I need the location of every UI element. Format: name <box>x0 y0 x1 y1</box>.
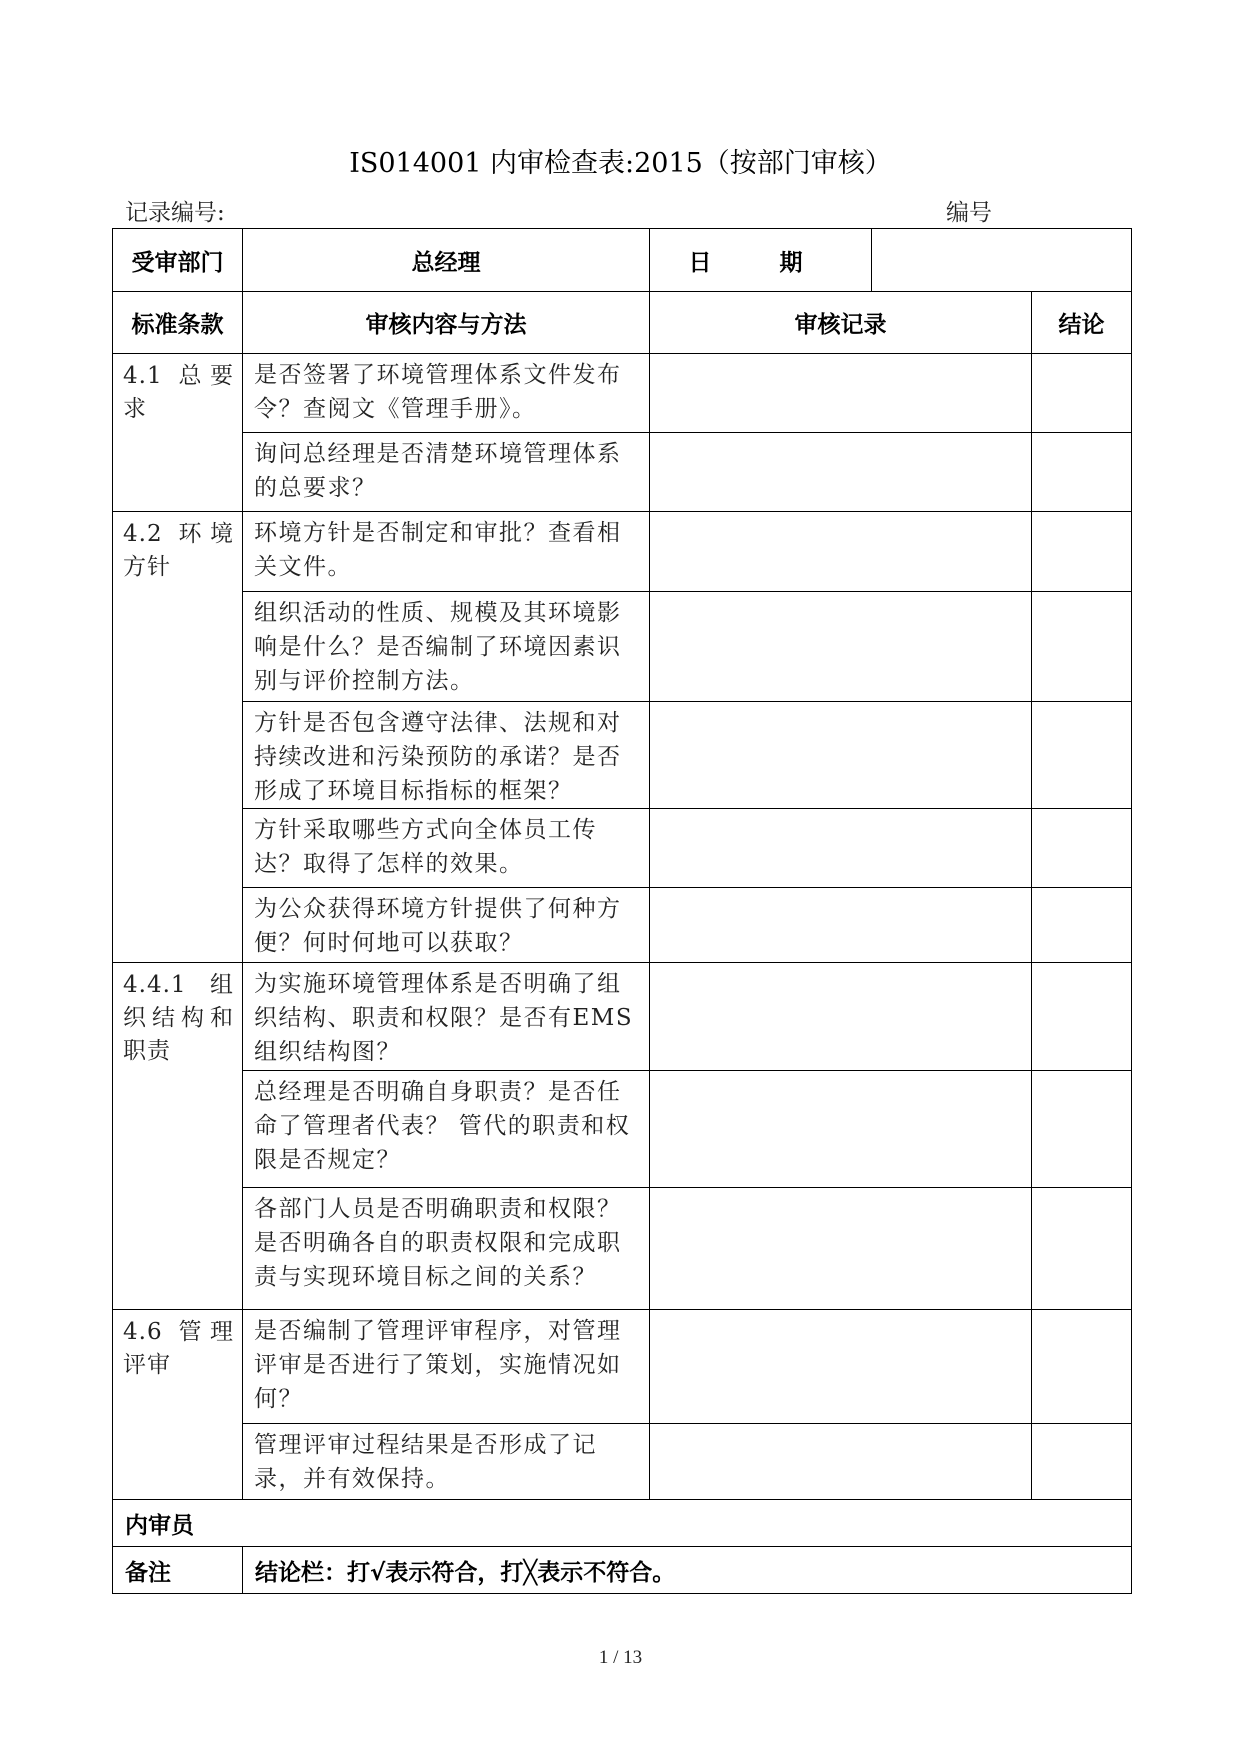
audit-checklist-table <box>112 228 1132 1594</box>
audit-content-cell: 组织活动的性质、规模及其环境影响是什么？是否编制了环境因素识别与评价控制方法。 <box>243 592 650 702</box>
table-row <box>113 888 1132 963</box>
audit-content-cell: 为公众获得环境方针提供了何种方便？何时何地可以获取？ <box>243 888 650 963</box>
audit-record-cell[interactable] <box>650 809 1032 888</box>
conclusion-cell[interactable] <box>1032 963 1132 1071</box>
conclusion-cell[interactable] <box>1032 1424 1132 1500</box>
conclusion-cell[interactable] <box>1032 1310 1132 1424</box>
date-label: 日 期 <box>688 249 833 276</box>
audit-record-cell[interactable] <box>650 963 1032 1071</box>
table-row <box>113 433 1132 512</box>
table-row <box>113 1188 1132 1310</box>
clause-cell: 4.6 管理评审 <box>113 1310 243 1500</box>
clause-cell: 4.4.1 组织结构和职责 <box>113 963 243 1310</box>
date-value-cell[interactable] <box>872 229 1132 292</box>
audit-content-cell: 询问总经理是否清楚环境管理体系的总要求？ <box>243 433 650 512</box>
audit-content-cell: 管理评审过程结果是否形成了记录，并有效保持。 <box>243 1424 650 1500</box>
table-row <box>113 702 1132 809</box>
audit-content-cell: 方针采取哪些方式向全体员工传达？取得了怎样的效果。 <box>243 809 650 888</box>
audit-content-cell: 方针是否包含遵守法律、法规和对持续改进和污染预防的承诺？是否形成了环境目标指标的框架？ <box>243 702 650 809</box>
audit-content-cell: 各部门人员是否明确职责和权限？是否明确各自的职责权限和完成职责与实现环境目标之间的关系？ <box>243 1188 650 1310</box>
table-row <box>113 809 1132 888</box>
audit-record-cell[interactable] <box>650 1310 1032 1424</box>
audit-record-cell[interactable] <box>650 512 1032 592</box>
audit-content-cell: 是否编制了管理评审程序，对管理评审是否进行了策划，实施情况如何？ <box>243 1310 650 1424</box>
dept-label-cell: 受审部门 <box>113 229 243 292</box>
table-row <box>113 592 1132 702</box>
table-row <box>113 963 1132 1071</box>
column-header-row <box>113 292 1132 354</box>
dept-value-cell: 总经理 <box>243 229 650 292</box>
audit-content-cell: 环境方针是否制定和审批？查看相关文件。 <box>243 512 650 592</box>
conclusion-cell[interactable] <box>1032 888 1132 963</box>
note-row <box>113 1547 1132 1594</box>
table-row <box>113 512 1132 592</box>
record-number-label: 记录编号: <box>125 200 225 226</box>
department-row <box>113 229 1132 292</box>
conclusion-cell[interactable] <box>1032 1188 1132 1310</box>
conclusion-cell[interactable] <box>1032 512 1132 592</box>
audit-record-cell[interactable] <box>650 354 1032 433</box>
audit-record-cell[interactable] <box>650 592 1032 702</box>
conclusion-cell[interactable] <box>1032 354 1132 433</box>
number-label: 编号 <box>946 200 992 226</box>
auditor-row <box>113 1500 1132 1547</box>
page-number: 1 / 13 <box>598 1647 643 1668</box>
table-row <box>113 1310 1132 1424</box>
table-row <box>113 1424 1132 1500</box>
audit-record-cell[interactable] <box>650 433 1032 512</box>
audit-record-cell[interactable] <box>650 1424 1032 1500</box>
audit-content-cell: 总经理是否明确自身职责？是否任命了管理者代表？ 管代的职责和权限是否规定？ <box>243 1071 650 1188</box>
conclusion-cell[interactable] <box>1032 702 1132 809</box>
audit-record-cell[interactable] <box>650 1071 1032 1188</box>
conclusion-cell[interactable] <box>1032 809 1132 888</box>
document-title: IS014001 内审检查表:2015（按部门审核） <box>349 148 892 179</box>
clause-cell: 4.1 总要求 <box>113 354 243 512</box>
auditor-label: 内审员 <box>113 1500 1132 1547</box>
note-text: 结论栏：打√表示符合，打╳表示不符合。 <box>243 1547 1132 1594</box>
table-row <box>113 1071 1132 1188</box>
col-header-record: 审核记录 <box>650 292 1032 354</box>
audit-content-cell: 是否签署了环境管理体系文件发布令？查阅文《管理手册》。 <box>243 354 650 433</box>
col-header-content: 审核内容与方法 <box>243 292 650 354</box>
date-label-cell <box>650 229 872 292</box>
conclusion-cell[interactable] <box>1032 1071 1132 1188</box>
table-row <box>113 354 1132 433</box>
audit-record-cell[interactable] <box>650 888 1032 963</box>
conclusion-cell[interactable] <box>1032 433 1132 512</box>
audit-record-cell[interactable] <box>650 702 1032 809</box>
audit-content-cell: 为实施环境管理体系是否明确了组织结构、职责和权限？是否有EMS组织结构图？ <box>243 963 650 1071</box>
col-header-conclusion: 结论 <box>1032 292 1132 354</box>
audit-record-cell[interactable] <box>650 1188 1032 1310</box>
col-header-clause: 标准条款 <box>113 292 243 354</box>
conclusion-cell[interactable] <box>1032 592 1132 702</box>
note-label: 备注 <box>113 1547 243 1594</box>
clause-cell: 4.2 环境方针 <box>113 512 243 963</box>
